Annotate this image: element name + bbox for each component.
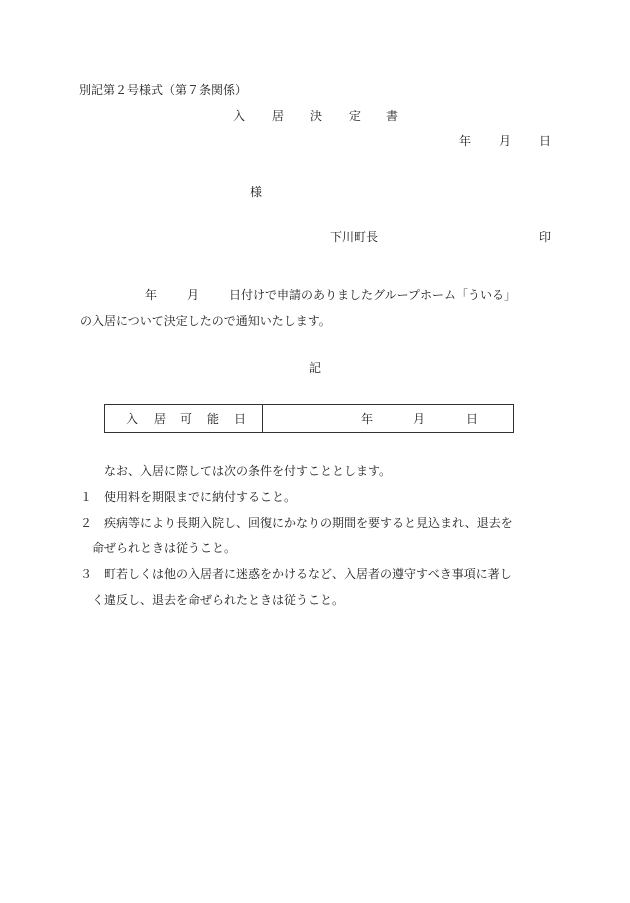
date-day: 日 [539,134,552,148]
seal-mark: 印 [539,230,552,244]
title-char: 決 [310,109,323,123]
condition-text: 町若しくは他の入居者に迷惑をかけるなど、入居者の遵守すべき事項に著し [104,567,512,581]
label-char: 日 [234,412,247,426]
table-month: 月 [413,412,426,426]
move-in-date-table [104,404,514,433]
date-month: 月 [499,134,512,148]
ki-heading: 記 [309,361,322,375]
condition-text: 疾病等により長期入院し、回復にかなりの期間を要すると見込まれ、退去を [104,516,513,530]
label-char: 能 [207,412,220,426]
conditions-intro: なお、入居に際しては次の条件を付すこととします。 [104,464,392,478]
body-line1-rest: 日付けで申請のありましたグループホーム「ういる」 [229,288,517,302]
move-in-date-value [263,405,514,433]
issuer-name: 下川町長 [330,230,379,244]
table-day: 日 [466,412,479,426]
condition-number: ３ [80,567,93,581]
table-row [105,405,514,433]
date-year: 年 [459,134,472,148]
title-char: 居 [272,109,285,123]
title-char: 書 [386,109,399,123]
condition-number: ２ [80,516,93,530]
condition-number: １ [80,490,93,504]
body-month: 月 [187,288,200,302]
label-char: 可 [180,412,193,426]
condition-text-cont: 命ぜられときは従うこと。 [92,541,237,555]
condition-text-cont: く違反し、退去を命ぜられたときは従うこと。 [92,593,345,607]
body-line2: の入居について決定したので通知いたします。 [80,314,331,328]
recipient-suffix: 様 [250,185,263,199]
move-in-date-label [105,405,263,433]
body-year: 年 [145,288,158,302]
table-year: 年 [361,412,374,426]
form-label: 別記第２号様式（第７条関係） [79,83,248,97]
label-char: 入 [126,412,139,426]
condition-text: 使用料を期限までに納付すること。 [104,490,297,504]
label-char: 居 [154,412,167,426]
title-char: 入 [233,109,246,123]
title-char: 定 [349,109,362,123]
